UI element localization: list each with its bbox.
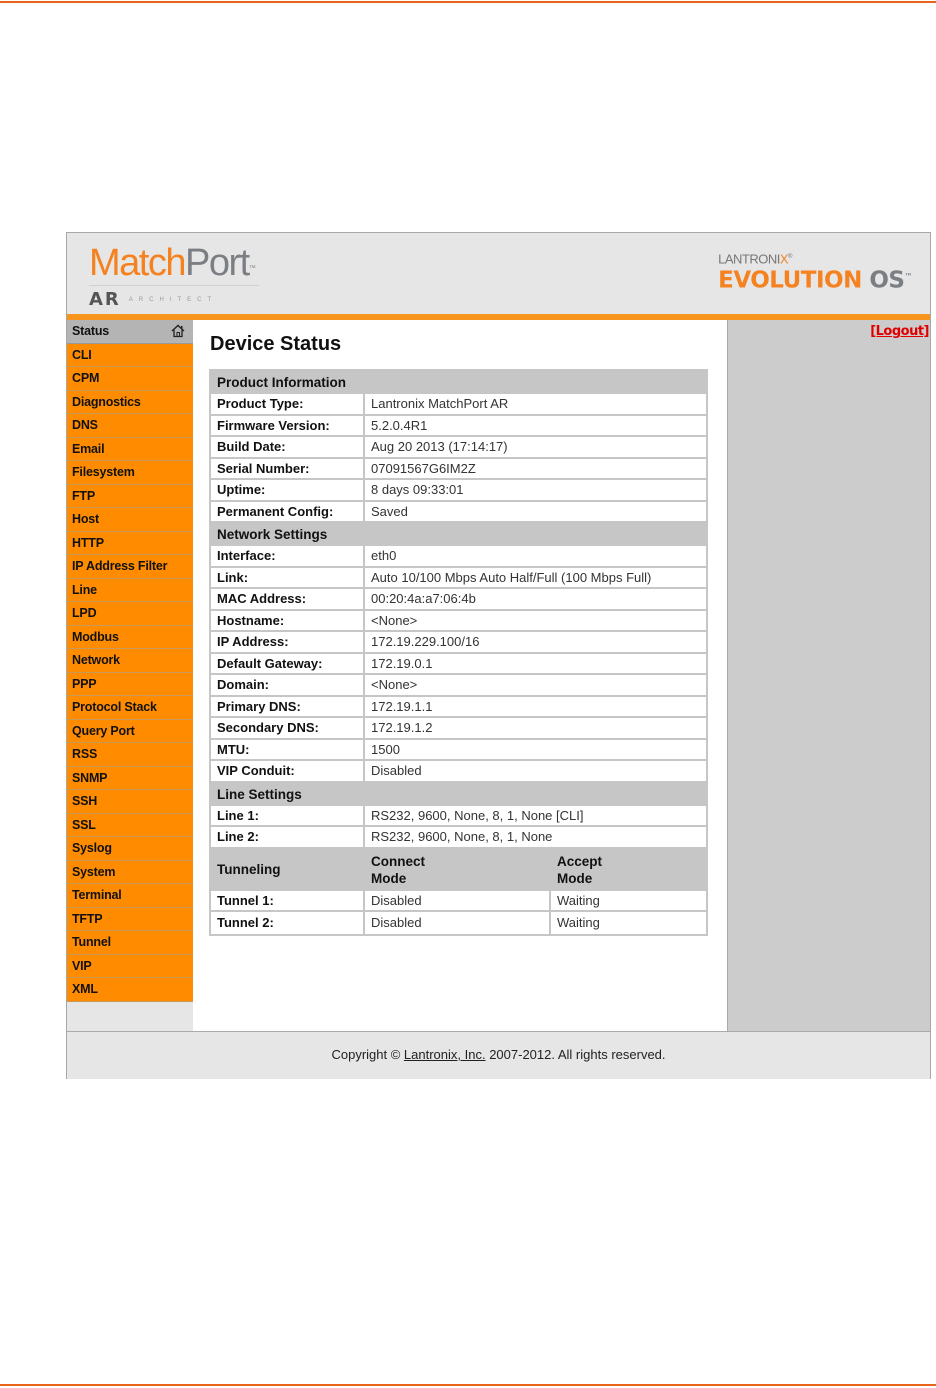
section-line-settings — [211, 783, 706, 806]
table-row — [211, 891, 706, 913]
sidebar-item-xml[interactable]: XML — [67, 978, 193, 1002]
sidebar-item-vip[interactable]: VIP — [67, 955, 193, 979]
row-label: Serial Number: — [211, 459, 365, 481]
right-panel — [727, 320, 930, 1031]
logo-os-text: OS — [869, 267, 905, 294]
row-value: <None> — [365, 675, 706, 697]
row-value-connect: Disabled — [365, 891, 551, 913]
sidebar-item-label: Status — [72, 324, 110, 338]
row-label: Uptime: — [211, 480, 365, 502]
device-status-table — [209, 369, 708, 936]
row-label: Line 1: — [211, 806, 365, 828]
column-header-line: Accept — [557, 853, 603, 869]
row-label: Tunnel 1: — [211, 891, 365, 913]
sidebar-item-network[interactable]: Network — [67, 649, 193, 673]
logo-architect-text: ARCHITECT — [128, 296, 218, 303]
sidebar-item-filesystem[interactable]: Filesystem — [67, 461, 193, 485]
row-value: 5.2.0.4R1 — [365, 416, 706, 438]
row-label: Hostname: — [211, 611, 365, 633]
sidebar-item-email[interactable]: Email — [67, 438, 193, 462]
sidebar-item-line[interactable]: Line — [67, 579, 193, 603]
section-heading: Product Information — [211, 371, 706, 394]
logo-port-text: Port — [184, 242, 249, 284]
sidebar-item-modbus[interactable]: Modbus — [67, 626, 193, 650]
table-row — [211, 740, 706, 762]
row-value-accept: Waiting — [551, 891, 706, 913]
footer — [67, 1031, 930, 1079]
row-value: 07091567G6IM2Z — [365, 459, 706, 481]
row-label: Permanent Config: — [211, 502, 365, 524]
row-value: 00:20:4a:a7:06:4b — [365, 589, 706, 611]
logo-os-tm: ™ — [904, 272, 912, 282]
row-value: Lantronix MatchPort AR — [365, 394, 706, 416]
sidebar-item-status[interactable] — [67, 320, 193, 344]
sidebar-item-ssl[interactable]: SSL — [67, 814, 193, 838]
row-value: Saved — [365, 502, 706, 524]
row-value: Disabled — [365, 761, 706, 783]
sidebar-item-terminal[interactable]: Terminal — [67, 884, 193, 908]
table-row — [211, 718, 706, 740]
sidebar-item-rss[interactable]: RSS — [67, 743, 193, 767]
section-network-settings — [211, 523, 706, 546]
sidebar-item-tunnel[interactable]: Tunnel — [67, 931, 193, 955]
web-interface-frame — [66, 232, 931, 1079]
row-label: Secondary DNS: — [211, 718, 365, 740]
sidebar-item-system[interactable]: System — [67, 861, 193, 885]
logo-reg: ® — [788, 254, 792, 260]
section-heading: Tunneling — [211, 849, 365, 891]
logo-match-text: Match — [89, 242, 185, 284]
row-label: MTU: — [211, 740, 365, 762]
row-value: 172.19.229.100/16 — [365, 632, 706, 654]
logo-lantronix-x: X — [779, 251, 789, 267]
table-row — [211, 568, 706, 590]
section-heading: Network Settings — [211, 523, 706, 546]
table-row — [211, 632, 706, 654]
sidebar-item-host[interactable]: Host — [67, 508, 193, 532]
row-label: Interface: — [211, 546, 365, 568]
main-content — [193, 320, 727, 1031]
page-title: Device Status — [210, 333, 342, 355]
row-label: VIP Conduit: — [211, 761, 365, 783]
bottom-rule — [0, 1384, 936, 1386]
row-label: Default Gateway: — [211, 654, 365, 676]
evolution-os-logo — [718, 251, 912, 293]
sidebar-item-cpm[interactable]: CPM — [67, 367, 193, 391]
section-heading: Line Settings — [211, 783, 706, 806]
table-row — [211, 459, 706, 481]
logo-lantronix-text: LANTRONI — [718, 251, 780, 267]
column-header-line: Mode — [557, 870, 593, 886]
row-label: Product Type: — [211, 394, 365, 416]
sidebar-item-ftp[interactable]: FTP — [67, 485, 193, 509]
table-row — [211, 806, 706, 828]
sidebar-item-dns[interactable]: DNS — [67, 414, 193, 438]
row-label: Line 2: — [211, 827, 365, 849]
row-label: Build Date: — [211, 437, 365, 459]
row-value: RS232, 9600, None, 8, 1, None [CLI] — [365, 806, 706, 828]
sidebar-item-tftp[interactable]: TFTP — [67, 908, 193, 932]
sidebar-item-http[interactable]: HTTP — [67, 532, 193, 556]
row-value: eth0 — [365, 546, 706, 568]
logo-tm: ™ — [248, 265, 255, 272]
row-label: Tunnel 2: — [211, 912, 365, 934]
row-label: Link: — [211, 568, 365, 590]
column-header-accept-mode — [551, 849, 706, 891]
table-row — [211, 546, 706, 568]
table-row — [211, 480, 706, 502]
table-row — [211, 437, 706, 459]
table-row — [211, 761, 706, 783]
copyright-text: Copyright © — [331, 1047, 404, 1062]
sidebar-item-ppp[interactable]: PPP — [67, 673, 193, 697]
row-value: RS232, 9600, None, 8, 1, None — [365, 827, 706, 849]
table-row — [211, 654, 706, 676]
column-header-line: Mode — [371, 870, 407, 886]
section-product-information — [211, 371, 706, 394]
column-header-connect-mode — [365, 849, 551, 891]
row-value-connect: Disabled — [365, 912, 551, 934]
header — [67, 233, 930, 314]
logo-evolution-text: EVOLUTION — [718, 267, 862, 294]
logout-link[interactable]: [Logout] — [870, 324, 929, 339]
sidebar-item-syslog[interactable]: Syslog — [67, 837, 193, 861]
sidebar-item-protocol-stack[interactable]: Protocol Stack — [67, 696, 193, 720]
sidebar-item-ip-address-filter[interactable]: IP Address Filter — [67, 555, 193, 579]
table-row — [211, 502, 706, 524]
row-value: 172.19.1.1 — [365, 697, 706, 719]
table-row — [211, 394, 706, 416]
section-tunneling — [211, 849, 706, 891]
row-value: 1500 — [365, 740, 706, 762]
table-row — [211, 589, 706, 611]
top-rule — [0, 1, 936, 3]
row-label: Firmware Version: — [211, 416, 365, 438]
lantronix-link[interactable]: Lantronix, Inc. — [403, 1047, 486, 1062]
sidebar-item-query-port[interactable]: Query Port — [67, 720, 193, 744]
row-value: Aug 20 2013 (17:14:17) — [365, 437, 706, 459]
row-label: Domain: — [211, 675, 365, 697]
row-value: Auto 10/100 Mbps Auto Half/Full (100 Mbps Full) — [365, 568, 706, 590]
row-label: MAC Address: — [211, 589, 365, 611]
row-value: <None> — [365, 611, 706, 633]
sidebar-item-cli[interactable]: CLI — [67, 344, 193, 368]
sidebar-item-lpd[interactable]: LPD — [67, 602, 193, 626]
logo-ar-text: AR — [89, 289, 121, 310]
table-row — [211, 827, 706, 849]
column-header-line: Connect — [371, 853, 425, 869]
matchport-logo — [89, 243, 259, 310]
row-label: IP Address: — [211, 632, 365, 654]
table-row — [211, 611, 706, 633]
sidebar-item-diagnostics[interactable]: Diagnostics — [67, 391, 193, 415]
sidebar-item-ssh[interactable]: SSH — [67, 790, 193, 814]
sidebar-nav — [67, 320, 193, 1002]
row-value: 172.19.1.2 — [365, 718, 706, 740]
table-row — [211, 697, 706, 719]
sidebar-item-snmp[interactable]: SNMP — [67, 767, 193, 791]
row-value: 8 days 09:33:01 — [365, 480, 706, 502]
table-row — [211, 416, 706, 438]
row-value: 172.19.0.1 — [365, 654, 706, 676]
table-row — [211, 912, 706, 934]
home-icon[interactable] — [171, 324, 185, 338]
row-value-accept: Waiting — [551, 912, 706, 934]
table-row — [211, 675, 706, 697]
copyright-suffix: 2007-2012. All rights reserved. — [485, 1047, 666, 1062]
row-label: Primary DNS: — [211, 697, 365, 719]
